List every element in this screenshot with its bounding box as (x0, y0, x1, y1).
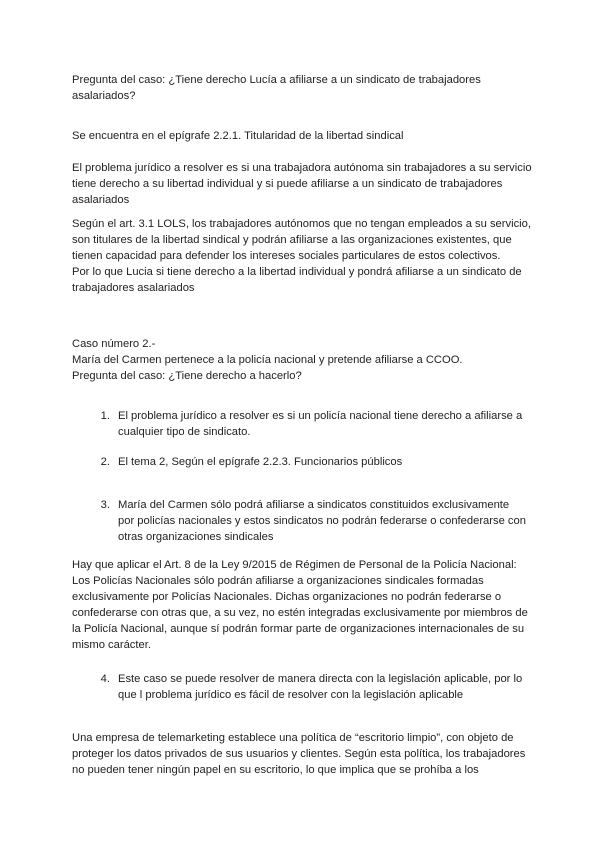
list-item-text: María del Carmen sólo podrá afiliarse a sindicatos constituidos exclusivamente por policías nacionales y estos sindicatos no podrán federarse o confederarse con otras organizaciones sindicales (118, 499, 526, 543)
case1-conclusion-text: Por lo que Lucia si tiene derecho a la libertad individual y pondrá afiliarse a un sindicato de trabajadores asalariados (72, 266, 522, 294)
list-number: 4. (100, 673, 110, 685)
case2-question: Pregunta del caso: ¿Tiene derecho a hacerlo? (72, 370, 302, 382)
case1-reference-text: Se encuentra en el epígrafe 2.2.1. Titularidad de la libertad sindical (72, 130, 404, 142)
case1-answer-text: Según el art. 3.1 LOLS, los trabajadores autónomos que no tengan empleados a su servicio, son titulares de la libertad sindical y podrán afiliarse a las organizaciones existentes, que tienen capacidad para defender los intereses sociales particulares de estos colectivos. (72, 218, 531, 262)
case1-problem-text: El problema jurídico a resolver es si una trabajadora autónoma sin trabajadores a su servicio tiene derecho a su libertad individual y si puede afiliarse a un sindicato de trabajadores asalariados (72, 162, 532, 206)
list-item-text: Este caso se puede resolver de manera directa con la legislación aplicable, por lo que l problema jurídico es fácil de resolver con la legislación aplicable (118, 673, 523, 701)
case2-title: Caso número 2.- (72, 338, 156, 350)
case1-question-text: Pregunta del caso: ¿Tiene derecho Lucía a afiliarse a un sindicato de trabajadores asalariados? (72, 74, 481, 102)
case1-reference (72, 128, 532, 144)
case1-question (72, 72, 532, 104)
case1-problem (72, 160, 532, 208)
list-number: 1. (100, 410, 110, 422)
list-number: 3. (100, 499, 110, 511)
final-text: Una empresa de telemarketing establece una política de “escritorio limpio”, con objeto de proteger los datos privados de sus usuarios y clientes. Según esta política, los trabajadores no pueden tener ningún papel en su escritorio, lo que implica que se prohíba a los (72, 732, 526, 776)
law-text: Hay que aplicar el Art. 8 de la Ley 9/2015 de Régimen de Personal de la Policía Nacional: Los Policías Nacionales sólo podrán afiliarse a organizaciones sindicales formadas exclusivamente por Policías Nacionales. Dichas organizaciones no podrán federarse o confederarse con otras que, a su vez, no estén integradas exclusivamente por miembros de la Policía Nacional, aunque sí podrán formar parte de organizaciones internacionales de su mismo carácter. (72, 559, 528, 651)
final-paragraph (72, 730, 532, 778)
list-item-text: El tema 2, Según el epígrafe 2.2.3. Funcionarios públicos (118, 456, 403, 468)
list-number: 2. (100, 456, 110, 468)
law-paragraph (72, 557, 532, 653)
list-item-text: El problema jurídico a resolver es si un policía nacional tiene derecho a afiliarse a cualquier tipo de sindicato. (118, 410, 523, 438)
case2-statement: María del Carmen pertenece a la policía nacional y pretende afiliarse a CCOO. (72, 354, 463, 366)
case1-answer (72, 216, 532, 296)
case2-header (72, 336, 532, 384)
